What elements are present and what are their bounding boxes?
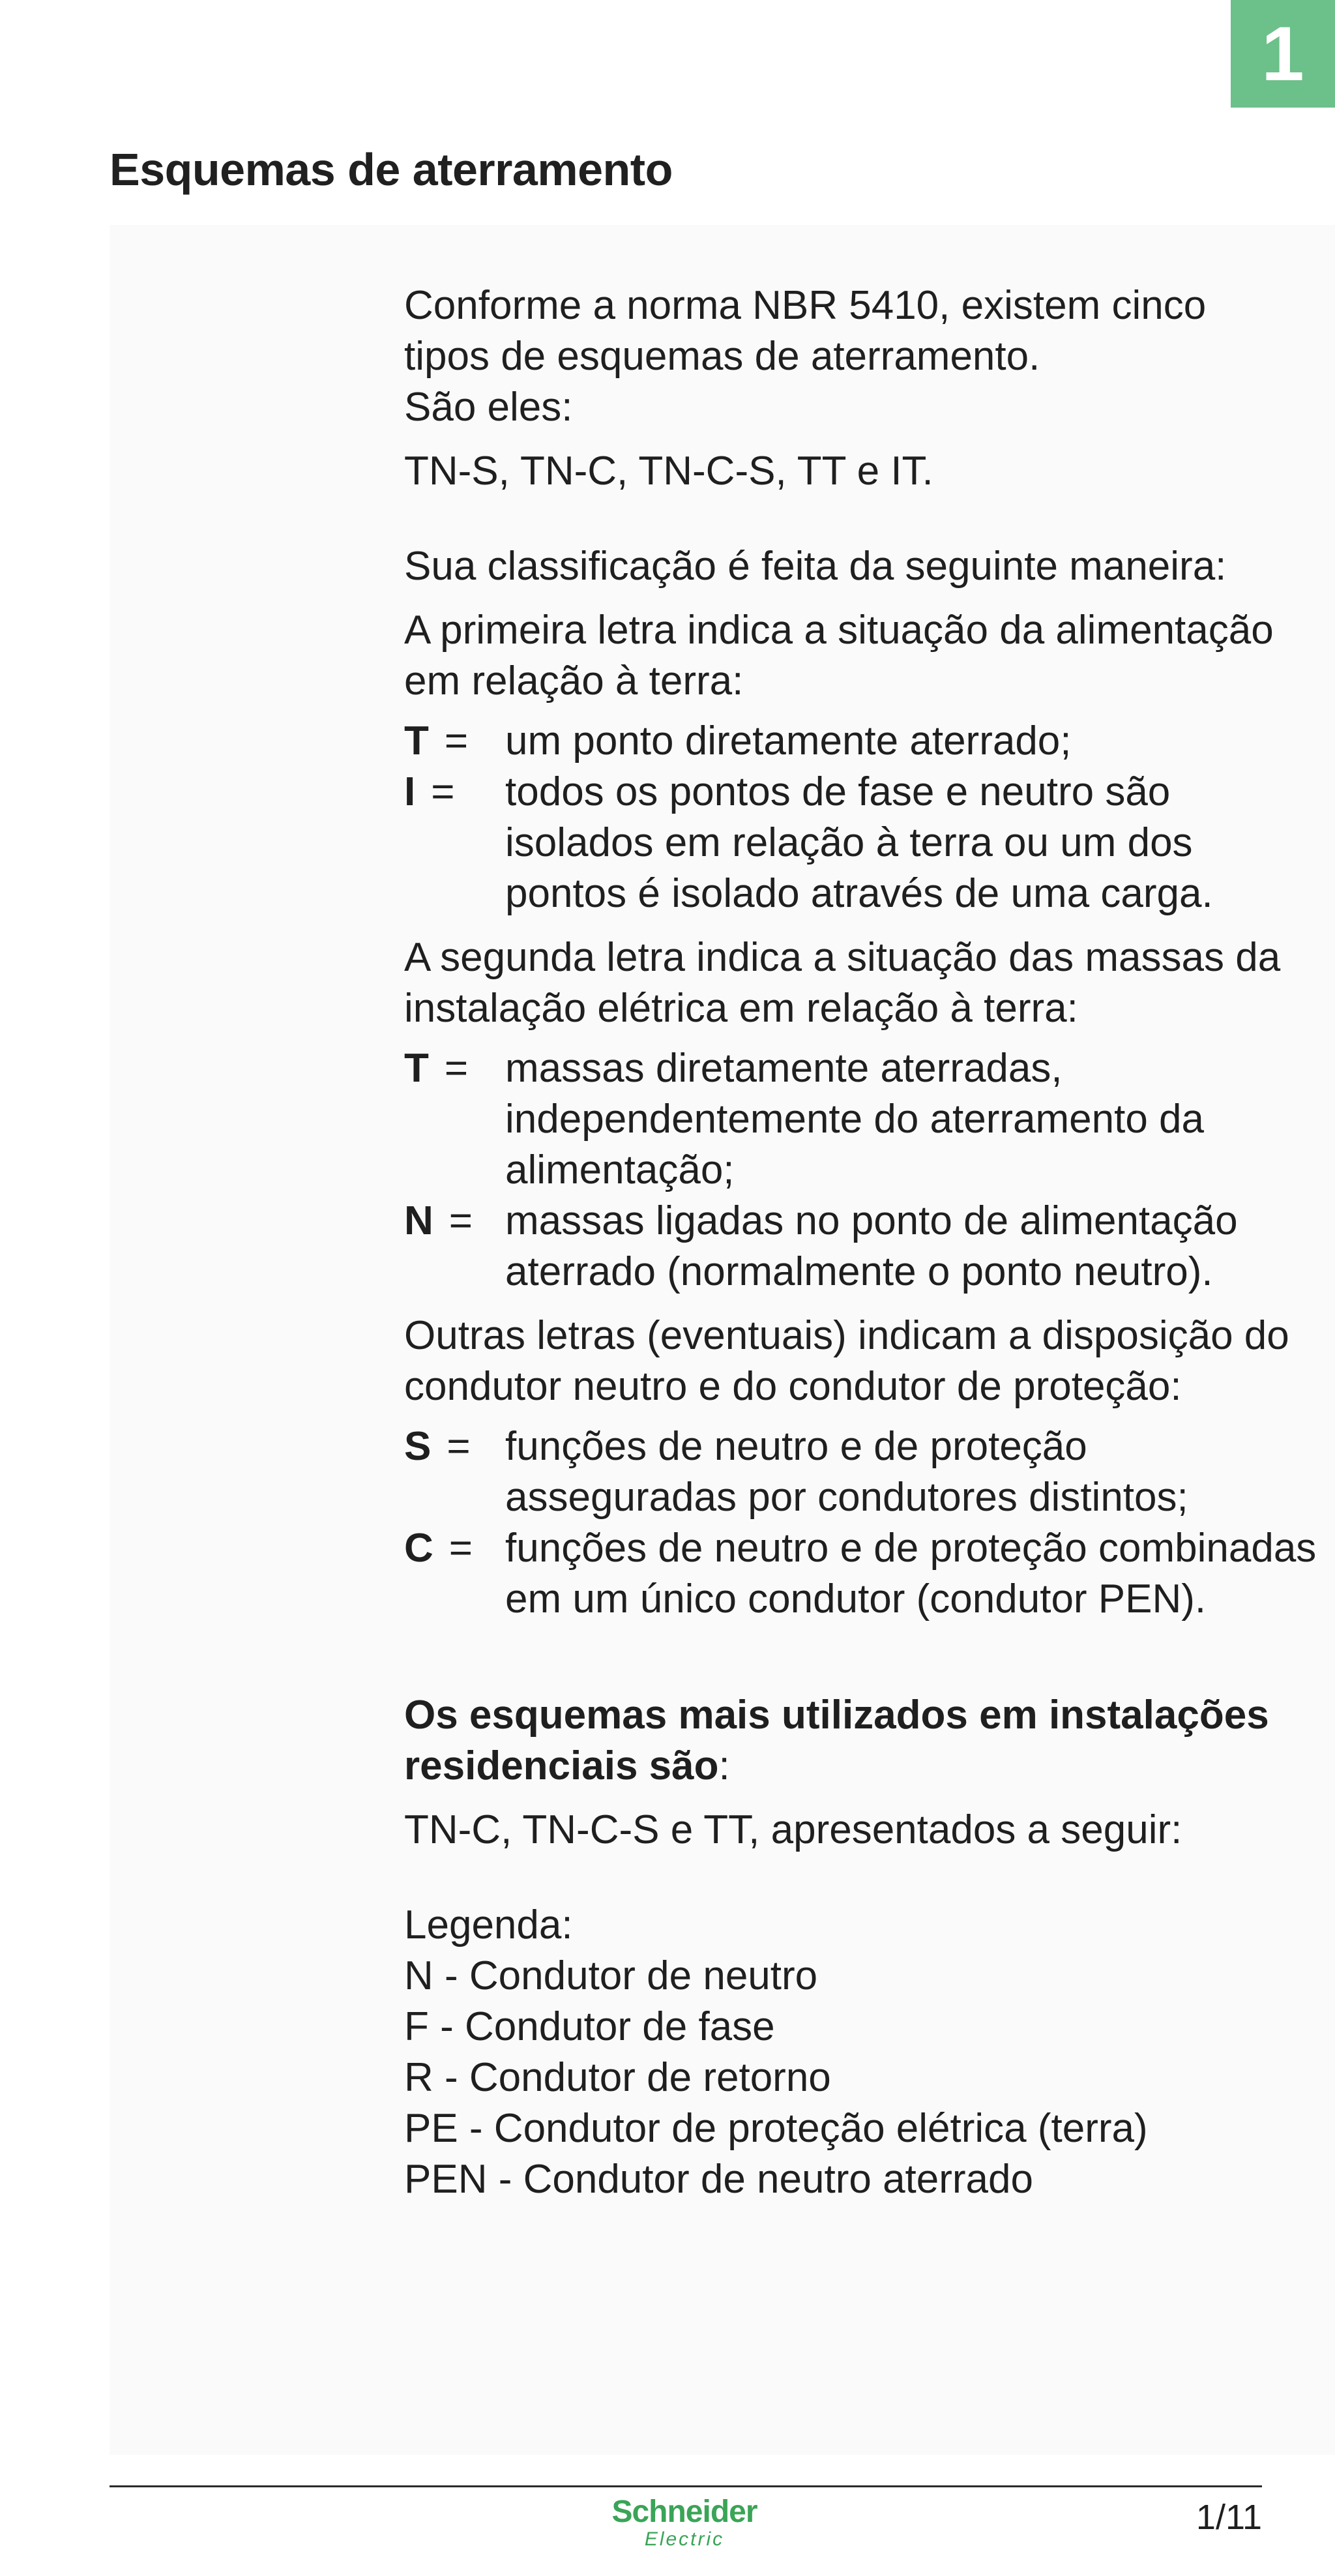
footer-divider xyxy=(110,2485,1262,2487)
other-letters-list xyxy=(404,1421,1317,1625)
def-key: T xyxy=(404,1046,429,1091)
legend-item: PEN - Condutor de neutro aterrado xyxy=(404,2157,1033,2202)
def-eq: = xyxy=(444,1046,469,1091)
def-key: S xyxy=(404,1424,432,1469)
first-letter-list xyxy=(404,716,1317,919)
def-key: N xyxy=(404,1198,433,1243)
def-eq: = xyxy=(448,1526,473,1571)
intro-line-2: tipos de esquemas de aterramento. xyxy=(404,334,1040,379)
schneider-logo xyxy=(606,2495,763,2553)
def-text: massas ligadas no ponto de alimentação aterrado (normalmente o ponto neutro). xyxy=(505,1198,1238,1294)
legend-item: R - Condutor de retorno xyxy=(404,2055,831,2100)
second-letter-intro: A segunda letra indica a situação das massas da instalação elétrica em relação à terra: xyxy=(404,935,1281,1031)
def-text: funções de neutro e de proteção combinadas em um único condutor (condutor PEN). xyxy=(505,1526,1317,1621)
legend-item: F - Condutor de fase xyxy=(404,2004,775,2049)
most-used-heading xyxy=(404,1690,1317,1792)
logo-main-text: Schneider xyxy=(611,2495,757,2529)
other-letters-intro: Outras letras (eventuais) indicam a disposição do condutor neutro e do condutor de proteção: xyxy=(404,1313,1289,1409)
main-content xyxy=(404,280,1317,2205)
def-item xyxy=(404,1523,1317,1625)
page-title: Esquemas de aterramento xyxy=(110,144,673,195)
legend-item: N - Condutor de neutro xyxy=(404,1953,818,1998)
classification-text: Sua classificação é feita da seguinte maneira: xyxy=(404,544,1227,589)
scheme-types: TN-S, TN-C, TN-C-S, TT e IT. xyxy=(404,449,933,494)
most-used-colon: : xyxy=(718,1743,730,1788)
def-item xyxy=(404,1421,1317,1523)
def-text: massas diretamente aterradas, independentemente do aterramento da alimentação; xyxy=(505,1046,1205,1192)
intro-line-1: Conforme a norma NBR 5410, existem cinco xyxy=(404,283,1207,328)
def-item xyxy=(404,1043,1317,1196)
second-letter-list xyxy=(404,1043,1317,1297)
def-text: funções de neutro e de proteção asseguradas por condutores distintos; xyxy=(505,1424,1188,1520)
def-key: C xyxy=(404,1526,433,1571)
def-eq: = xyxy=(431,769,455,814)
def-eq: = xyxy=(447,1424,471,1469)
most-used-list: TN-C, TN-C-S e TT, apresentados a seguir: xyxy=(404,1807,1182,1852)
intro-line-3: São eles: xyxy=(404,385,573,430)
def-item xyxy=(404,767,1317,919)
def-eq: = xyxy=(444,718,469,763)
first-letter-intro: A primeira letra indica a situação da alimentação em relação à terra: xyxy=(404,608,1274,703)
def-text: todos os pontos de fase e neutro são isolados em relação à terra ou um dos pontos é isolado através de uma carga. xyxy=(505,769,1213,916)
logo-sub-text: Electric xyxy=(644,2528,725,2550)
def-eq: = xyxy=(448,1198,473,1243)
chapter-tab: 1 xyxy=(1231,0,1335,108)
def-key: T xyxy=(404,718,429,763)
legend-heading: Legenda: xyxy=(404,1902,573,1947)
most-used-bold: Os esquemas mais utilizados em instalações residenciais são xyxy=(404,1693,1269,1788)
def-item xyxy=(404,716,1317,767)
def-item xyxy=(404,1196,1317,1297)
legend-item: PE - Condutor de proteção elétrica (terra) xyxy=(404,2106,1148,2151)
page-number: 1/11 xyxy=(1196,2498,1262,2537)
def-key: I xyxy=(404,769,416,814)
def-text: um ponto diretamente aterrado; xyxy=(505,718,1072,763)
